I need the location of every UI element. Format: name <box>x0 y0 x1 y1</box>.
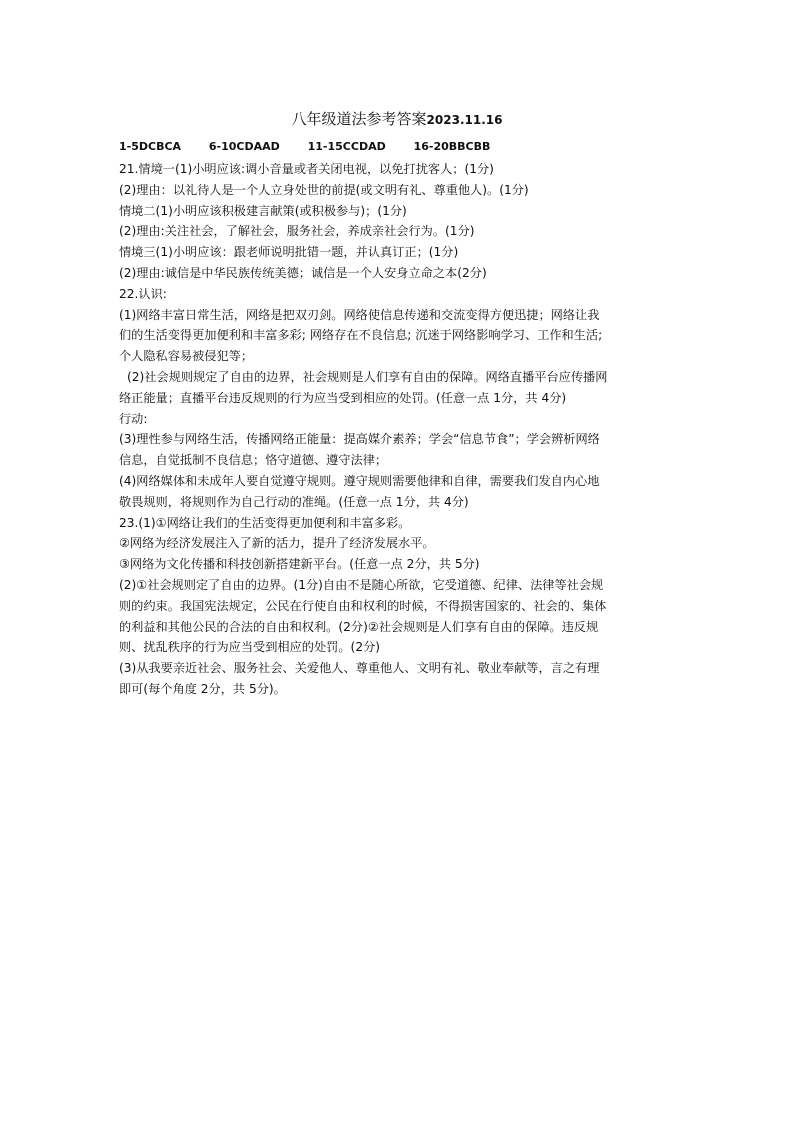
answer-line: ②网络为经济发展注入了新的活力，提升了经济发展水平。 <box>119 536 435 551</box>
answer-line: 即可(每个角度 2分，共 5分)。 <box>119 681 286 696</box>
answer-line: 23.(1)①网络让我们的生活变得更加便利和丰富多彩。 <box>119 515 411 530</box>
answer-line: (3)理性参与网络生活，传播网络正能量：提高媒介素养；学会“信息节食”；学会辨析网络 <box>119 432 600 447</box>
multiple-choice-answers <box>119 140 490 153</box>
answer-line: 络正能量；直播平台违反规则的行为应当受到相应的处罚。(任意一点 1分，共 4分) <box>119 390 567 405</box>
answer-line: 21.情境一(1)小明应该:调小音量或者关闭电视，以免打扰客人；(1分) <box>119 162 494 176</box>
section-heading: 22.认识: <box>119 286 167 301</box>
answer-line: 信息，自觉抵制不良信息；恪守道德、遵守法律； <box>119 453 388 468</box>
answer-line: (2)理由：以礼待人是一个人立身处世的前提(或文明有礼、尊重他人)。(1分) <box>119 182 529 197</box>
answer-line: (4)网络媒体和未成年人要自觉遵守规则。遵守规则需要他律和自律，需要我们发自内心地 <box>119 473 600 488</box>
answer-line: (2)理由:诚信是中华民族传统美德；诚信是一个人安身立命之本(2分) <box>119 265 487 280</box>
answer-group: 16-20BBCBB <box>413 140 491 153</box>
answer-line: 的利益和其他公民的合法的自由和权利。(2分)②社会规则是人们享有自由的保障。违反规 <box>119 619 599 634</box>
answer-line: (3)从我要亲近社会、服务社会、关爱他人、尊重他人、文明有礼、敬业奉献等，言之有理 <box>119 661 600 676</box>
answer-group: 1-5DCBCA <box>119 140 182 153</box>
answer-group: 11-15CCDAD <box>307 140 386 153</box>
title-text: 八年级道法参考答案 <box>291 110 427 128</box>
answer-line: ③网络为文化传播和科技创新搭建新平台。(任意一点 2分，共 5分) <box>119 557 480 572</box>
answer-line: 个人隐私容易被侵犯等； <box>119 349 254 364</box>
answer-line: 则的约束。我国宪法规定，公民在行使自由和权利的时候，不得损害国家的、社会的、集体 <box>119 598 607 613</box>
answer-line: (2)理由:关注社会，了解社会，服务社会，养成亲社会行为。(1分) <box>119 224 475 239</box>
answer-line: 则、扰乱秩序的行为应当受到相应的处罚。(2分) <box>119 640 381 655</box>
section-heading: 行动: <box>119 411 148 426</box>
answer-line: 情境二(1)小明应该积极建言献策(或积极参与)；(1分) <box>119 203 407 218</box>
answer-line: 敬畏规则，将规则作为自己行动的准绳。(任意一点 1分，共 4分) <box>119 494 469 509</box>
answer-line: 情境三(1)小明应该：跟老师说明批错一题，并认真订正；(1分) <box>119 245 459 260</box>
answer-line: (2)社会规则规定了自由的边界，社会规则是人们享有自由的保障。网络直播平台应传播网 <box>127 369 608 384</box>
answer-group: 6-10CDAAD <box>208 140 280 153</box>
answer-line: (1)网络丰富日常生活，网络是把双刃剑。网络使信息传递和交流变得方便迅捷；网络让我 <box>119 307 600 322</box>
answer-line: (2)①社会规则定了自由的边界。(1分)自由不是随心所欲，它受道德、纪律、法律等社会规 <box>119 577 604 592</box>
answer-body <box>119 159 679 700</box>
page-title <box>0 108 794 131</box>
title-date: 2023.11.16 <box>426 113 503 127</box>
answer-line: 们的生活变得更加便利和丰富多彩; 网络存在不良信息; 沉迷于网络影响学习、工作和生活; <box>119 328 603 343</box>
